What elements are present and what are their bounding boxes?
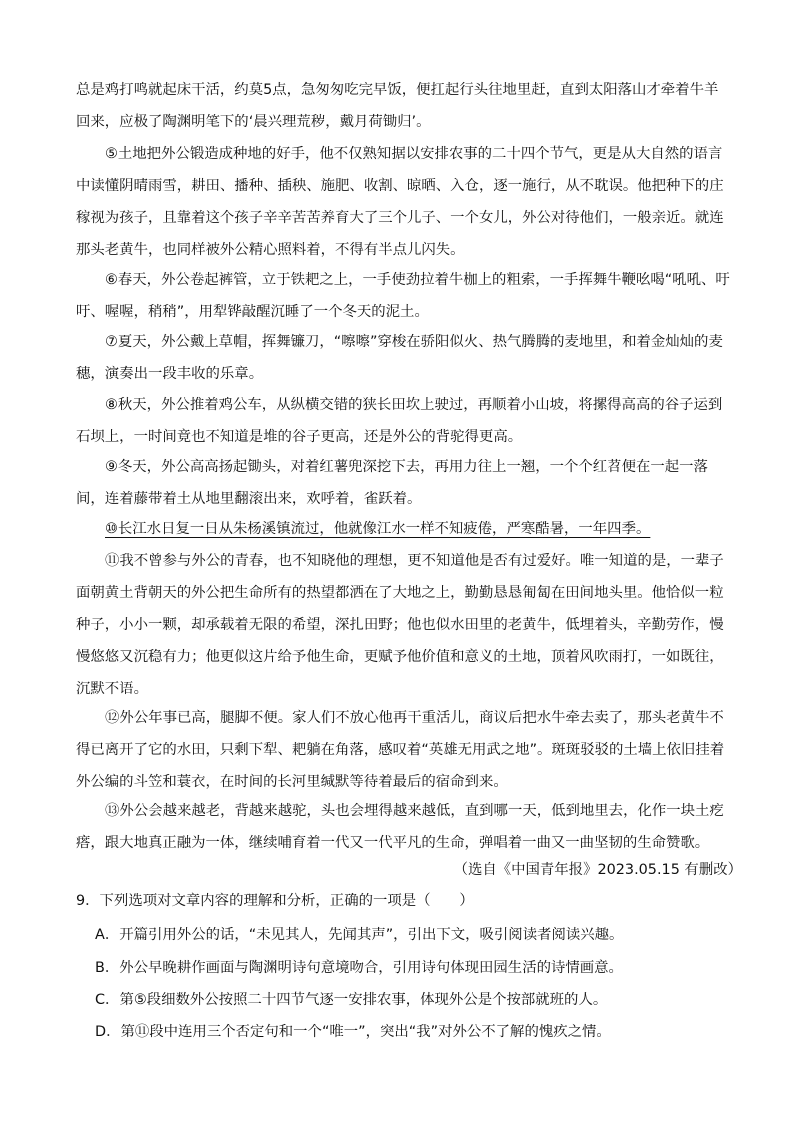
text-line: ⑬外公会越来越老，背越来越驼，头也会埋得越来越低，直到哪一天，低到地里去，化作一块土疙 [105,803,724,819]
paragraph-5 [76,138,742,266]
text-line: 回来，应极了陶渊明笔下的‘晨兴理荒秽，戴月荷锄归’。 [76,114,431,130]
text-line: ⑥春天，外公卷起裤管，立于铁耙之上，一手使劲拉着牛枷上的粗索，一手挥舞牛鞭吆喝“吼吼、吁 [105,272,730,288]
paragraph-continued [76,74,742,138]
text-line: 种子，小小一颗，却承载着无限的希望，深扎田野；他也似水田里的老黄牛，低埋着头，辛勤劳作，慢 [76,617,724,633]
text-line: 得已离开了它的水田，只剩下犁、耙躺在角落，感叹着“英雄无用武之地”。斑斑驳驳的土墙上依旧挂着 [76,742,725,758]
text-line: 总是鸡打鸣就起床干活，约莫5点，急匆匆吃完早饭，便扛起行头往地里赶，直到太阳落山才牵着牛羊 [76,82,719,98]
text-line: ⑤土地把外公锻造成种地的好手，他不仅熟知据以安排农事的二十四个节气，更是从大自然的语言 [105,146,723,162]
option-d[interactable]: D．第⑪段中连用三个否定句和一个“唯一”，突出“我”对外公不了解的愧疚之情。 [95,1024,611,1040]
paragraph-12 [76,702,742,798]
text-line: 石坝上，一时间竟也不知道是堆的谷子更高，还是外公的背驼得更高。 [76,429,523,445]
option-a[interactable]: A．开篇引用外公的话，“未见其人，先闻其声”，引出下文，吸引阅读者阅读兴趣。 [95,927,624,943]
text-line: ⑦夏天，外公戴上草帽，挥舞镰刀，“嚓嚓”穿梭在骄阳似火、热气腾腾的麦地里，和着金灿灿的麦 [105,334,723,350]
paragraph-9 [76,451,742,515]
text-line: 中读懂阴晴雨雪，耕田、播种、插秧、施肥、收割、晾晒、入仓，逐一施行，从不耽误。他把种下的庄 [76,178,724,194]
paragraph-7 [76,326,742,390]
text-line: 慢悠悠又沉稳有力；他更似这片给予他生命，更赋予他价值和意义的土地，顶着风吹雨打，一如既往， [76,649,724,665]
text-line: ⑧秋天，外公推着鸡公车，从纵横交错的狭长田坎上驶过，再顺着小山坡，将摞得高高的谷子运到 [105,397,723,413]
text-line: 面朝黄土背朝天的外公把生命所有的热望都洒在了大地之上，勤勤恳恳匍匐在田间地头里。他恰似一粒 [76,585,724,601]
text-line: 稼视为孩子，且靠着这个孩子辛辛苦苦养育大了三个儿子、一个女儿，外公对待他们，一般亲近。就连 [76,210,724,226]
text-line: 瘩，跟大地真正融为一体，继续哺育着一代又一代平凡的生命，弹唱着一曲又一曲坚韧的生命赞歌。 [76,835,710,851]
text-line: 穗，演奏出一段丰收的乐章。 [76,366,264,382]
option-b[interactable]: B．外公早晚耕作画面与陶渊明诗句意境吻合，引用诗句体现田园生活的诗情画意。 [95,960,623,976]
text-line: 间，连着藤带着土从地里翻滚出来，欢呼着，雀跃着。 [76,491,422,507]
paragraph-6 [76,264,742,328]
text-line: ⑫外公年事已高，腿脚不便。家人们不放心他再干重活儿，商议后把水牛牵去卖了，那头老黄牛不 [105,710,724,726]
text-line: ⑪我不曾参与外公的青春，也不知晓他的理想，更不知道他是否有过爱好。唯一知道的是，一辈子 [105,553,724,569]
paragraph-13 [76,795,742,859]
text-line: ⑨冬天，外公高高扬起锄头，对着红薯兜深挖下去，再用力往上一翘，一个个红苕便在一起一落 [105,459,708,475]
text-line [76,513,742,545]
option-c[interactable]: C．第⑤段细数外公按照二十四节气逐一安排农事，体现外公是个按部就班的人。 [95,992,608,1008]
text-line: 那头老黄牛，也同样被外公精心照料着，不得有半点儿闪失。 [76,242,465,258]
question-stem: 9．下列选项对文章内容的理解和分析，正确的一项是（ ） [76,893,474,909]
source-note: （选自《中国青年报》2023.05.15 有删改） [453,862,742,878]
paragraph-8 [76,389,742,453]
paragraph-11 [76,545,742,705]
text-line: 吁、喔喔，稍稍”，用犁铧敲醒沉睡了一个冬天的泥土。 [76,304,429,320]
text-line: 外公编的斗笠和蓑衣，在时间的长河里缄默等待着最后的宿命到来。 [76,774,508,790]
paragraph-10 [76,513,742,545]
underlined-sentence: ⑩长江水日复一日从朱杨溪镇流过，他就像江水一样不知疲倦，严寒酷暑，一年四季。 [105,521,651,537]
text-line: 沉默不语。 [76,681,148,697]
